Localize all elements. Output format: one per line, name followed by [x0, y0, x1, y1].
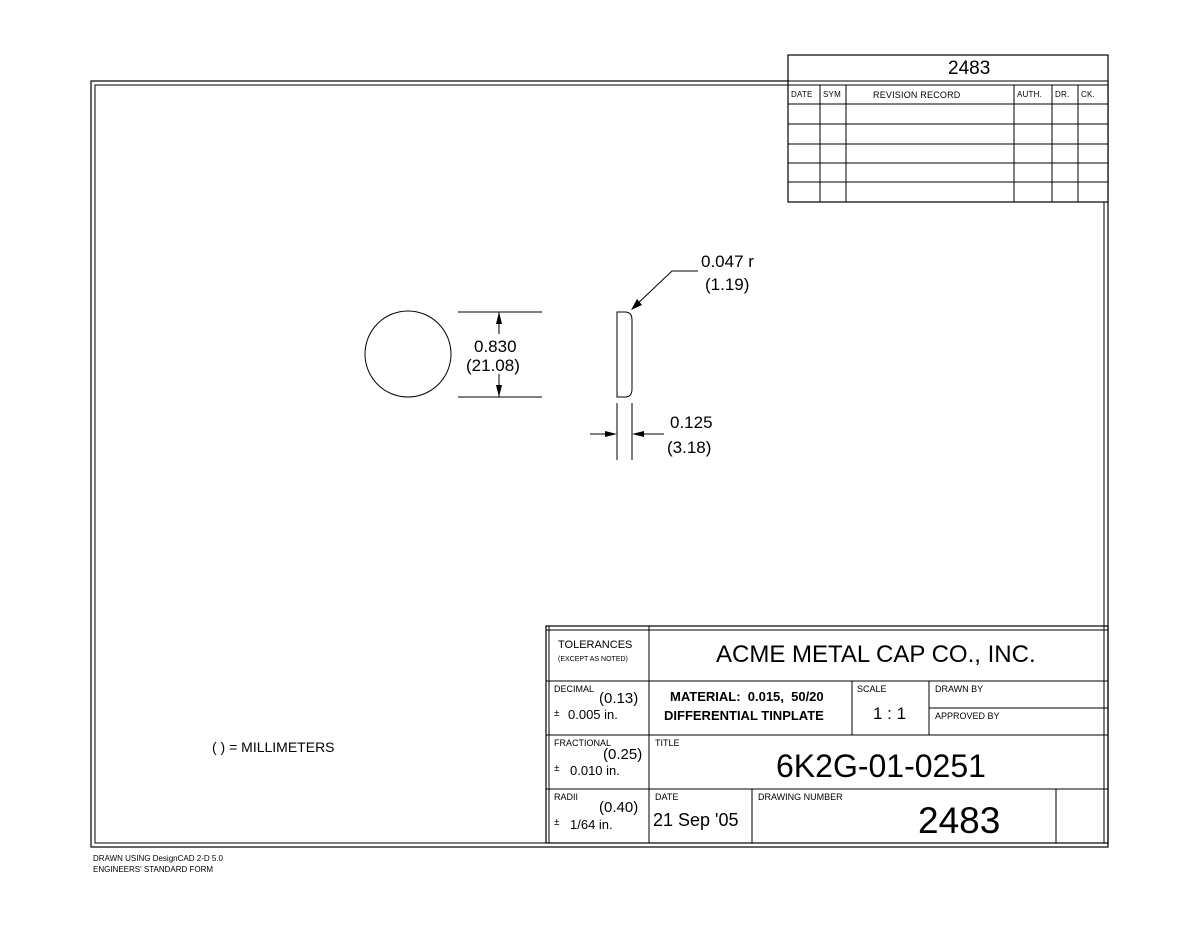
thickness-mm-label: (3.18) [667, 438, 712, 457]
material-line-1: MATERIAL: 0.015, 50/20 [670, 689, 824, 704]
diameter-label: 0.830 [474, 337, 517, 356]
rev-header-record: REVISION RECORD [873, 90, 961, 100]
scale-label: SCALE [857, 684, 887, 694]
footer-line-1: DRAWN USING DesignCAD 2-D 5.0 [93, 854, 223, 863]
decimal-label: DECIMAL [554, 684, 595, 694]
rev-header-sym: SYM [823, 90, 841, 99]
rev-header-ck: CK. [1081, 90, 1095, 99]
radii-mm: (0.40) [599, 799, 639, 816]
diameter-mm-label: (21.08) [466, 356, 520, 375]
rev-header-dr: DR. [1055, 90, 1070, 99]
radii-label: RADII [554, 792, 579, 802]
revision-number: 2483 [948, 58, 991, 79]
radius-label: 0.047 r [701, 252, 754, 271]
radii-tol: 1/64 in. [570, 817, 613, 832]
drawn-by-label: DRAWN BY [935, 684, 984, 694]
company-name: ACME METAL CAP CO., INC. [716, 641, 1036, 668]
drawing-number-label: DRAWING NUMBER [758, 792, 843, 802]
decimal-mm: (0.13) [599, 690, 639, 707]
approved-by-label: APPROVED BY [935, 711, 1000, 721]
radius-leader [633, 271, 698, 308]
date-value: 21 Sep '05 [653, 810, 739, 830]
except-note: (EXCEPT AS NOTED) [558, 656, 628, 663]
rev-header-auth: AUTH. [1017, 90, 1042, 99]
decimal-pm: ± [554, 708, 560, 719]
fractional-pm: ± [554, 763, 560, 774]
decimal-tol: 0.005 in. [568, 707, 618, 722]
title-value: 6K2G-01-0251 [776, 748, 986, 784]
rev-header-date: DATE [791, 90, 813, 99]
tolerances-label: TOLERANCES [558, 639, 633, 651]
title-label: TITLE [655, 738, 680, 748]
fractional-mm: (0.25) [603, 746, 643, 763]
scale-value: 1 : 1 [873, 704, 907, 723]
radii-pm: ± [554, 817, 560, 828]
cap-side-view [617, 312, 632, 397]
material-line-2: DIFFERENTIAL TINPLATE [664, 708, 824, 723]
cap-front-view [365, 311, 451, 397]
thickness-arrows [605, 431, 644, 437]
units-note: ( ) = MILLIMETERS [212, 739, 335, 755]
fractional-label: FRACTIONAL [554, 738, 612, 748]
date-label: DATE [655, 792, 679, 802]
fractional-tol: 0.010 in. [570, 763, 620, 778]
drawing-number: 2483 [918, 800, 1001, 841]
radius-mm-label: (1.19) [705, 275, 750, 294]
thickness-label: 0.125 [670, 413, 713, 432]
footer-line-2: ENGINEERS' STANDARD FORM [93, 865, 214, 874]
thickness-dimension [590, 403, 664, 460]
